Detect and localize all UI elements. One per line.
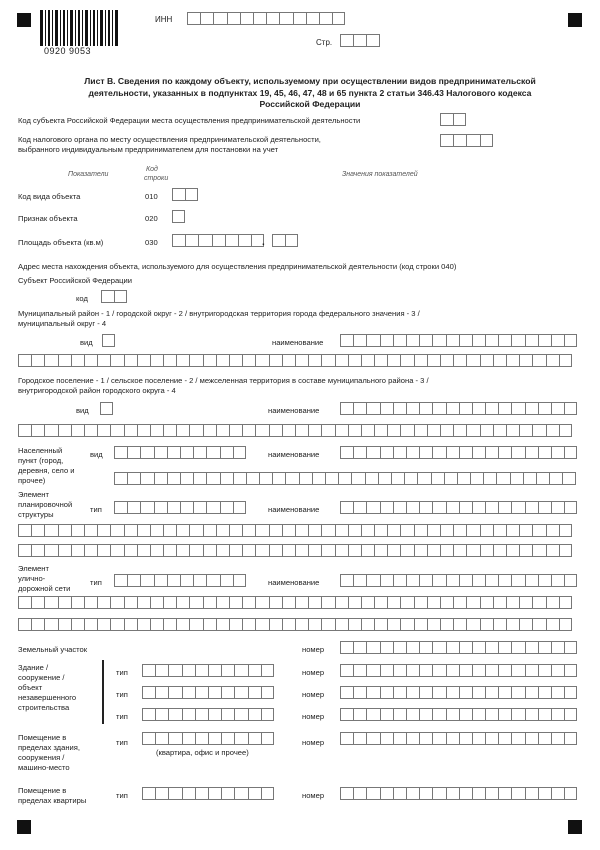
municipal-kind-cells[interactable] — [102, 334, 115, 347]
building-label-line4: незавершенного — [18, 693, 77, 702]
apartment-type-cells[interactable] — [142, 787, 274, 800]
street-name-cells-3[interactable] — [18, 618, 572, 631]
building-type-label-2: тип — [116, 690, 128, 699]
object-sign-cells[interactable] — [172, 210, 185, 223]
page-number-cells[interactable] — [340, 34, 380, 47]
premises-number-label: номер — [302, 738, 325, 747]
corner-marker-top-left — [17, 13, 31, 27]
object-area-fraction-cells[interactable] — [272, 234, 298, 247]
planning-label-line2: планировочной — [18, 500, 73, 509]
column-header-row-code-1: Код — [146, 166, 158, 173]
building-type-cells-3[interactable] — [142, 708, 274, 721]
tax-authority-label-line1: Код налогового органа по месту осуществления предпринимательской деятельности, — [18, 135, 321, 144]
street-type-cells[interactable] — [114, 574, 246, 587]
street-name-label: наименование — [268, 578, 320, 587]
page-label: Стр. — [316, 38, 333, 47]
planning-name-label: наименование — [268, 505, 320, 514]
locality-label-line3: деревня, село и — [18, 466, 75, 475]
locality-name-cells-1[interactable] — [340, 446, 577, 459]
street-label-line3: дорожной сети — [18, 584, 71, 593]
region-code-cells[interactable] — [440, 113, 466, 126]
apartment-number-label: номер — [302, 791, 325, 800]
planning-name-cells-1[interactable] — [340, 501, 577, 514]
building-label-line5: строительства — [18, 703, 70, 712]
apartment-number-cells[interactable] — [340, 787, 577, 800]
subject-label: Субъект Российской Федерации — [18, 276, 133, 285]
municipal-heading-line1: Муниципальный район - 1 / городской округ - 2 / внутригородская территория города федерального значения - 3 / — [18, 309, 420, 318]
premises-label-line2: пределах здания, — [18, 743, 80, 752]
object-area-decimal-point: . — [262, 237, 265, 248]
object-sign-code: 020 — [145, 214, 158, 223]
premises-label-line4: машино-место — [18, 763, 70, 772]
building-number-label-3: номер — [302, 712, 325, 721]
settlement-name-cells-1[interactable] — [340, 402, 577, 415]
sheet-title-line2: деятельности, указанных в подпунктах 19, 45, 46, 47, 48 и 65 пункта 2 статьи 346.43 Налогового кодекса — [88, 88, 532, 98]
corner-marker-bottom-left — [17, 820, 31, 834]
building-number-cells-1[interactable] — [340, 664, 577, 677]
municipal-name-cells-1[interactable] — [340, 334, 577, 347]
building-number-cells-3[interactable] — [340, 708, 577, 721]
object-type-code: 010 — [145, 192, 158, 201]
locality-label-line1: Населенный — [18, 446, 63, 455]
corner-marker-top-right — [568, 13, 582, 27]
barcode — [40, 10, 120, 46]
settlement-kind-label: вид — [76, 406, 89, 415]
municipal-name-cells-2[interactable] — [18, 354, 572, 367]
municipal-heading-line2: муниципальный округ - 4 — [18, 319, 107, 328]
locality-name-cells-2[interactable] — [114, 472, 576, 485]
planning-name-cells-2[interactable] — [18, 524, 572, 537]
tax-authority-label-line2: выбранного индивидуальным предпринимателем для постановки на учет — [18, 145, 279, 154]
premises-number-cells[interactable] — [340, 732, 577, 745]
street-label-line1: Элемент — [18, 564, 49, 573]
column-header-values: Значения показателей — [342, 171, 418, 178]
building-number-label-1: номер — [302, 668, 325, 677]
building-label-line1: Здание / — [18, 663, 49, 672]
settlement-heading-line1: Городское поселение - 1 / сельское поселение - 2 / межселенная территория в составе муниципального района - 3 / — [18, 376, 429, 385]
building-type-label-1: тип — [116, 668, 128, 677]
settlement-kind-cells[interactable] — [100, 402, 113, 415]
planning-type-cells[interactable] — [114, 501, 246, 514]
locality-label-line4: прочее) — [18, 476, 46, 485]
object-area-integer-cells[interactable] — [172, 234, 264, 247]
object-area-label: Площадь объекта (кв.м) — [18, 238, 104, 247]
settlement-name-label: наименование — [268, 406, 320, 415]
object-area-code: 030 — [145, 238, 158, 247]
municipal-kind-label: вид — [80, 338, 93, 347]
building-type-cells-2[interactable] — [142, 686, 274, 699]
building-type-cells-1[interactable] — [142, 664, 274, 677]
subject-code-cells[interactable] — [101, 290, 127, 303]
land-plot-number-cells[interactable] — [340, 641, 577, 654]
apartment-label-line2: пределах квартиры — [18, 796, 87, 805]
building-number-cells-2[interactable] — [340, 686, 577, 699]
planning-label-line3: структуры — [18, 510, 54, 519]
street-name-cells-2[interactable] — [18, 596, 572, 609]
planning-label-line1: Элемент — [18, 490, 49, 499]
subject-code-label: код — [76, 294, 88, 303]
premises-label-line3: сооружения / — [18, 753, 65, 762]
premises-hint: (квартира, офис и прочее) — [156, 748, 249, 757]
barcode-number: 0920 9053 — [44, 46, 92, 56]
inn-cells[interactable] — [187, 12, 345, 25]
planning-type-label: тип — [90, 505, 102, 514]
locality-name-label: наименование — [268, 450, 320, 459]
settlement-name-cells-2[interactable] — [18, 424, 572, 437]
tax-authority-code-cells[interactable] — [440, 134, 493, 147]
object-sign-label: Признак объекта — [18, 214, 78, 223]
building-label-line3: объект — [18, 683, 43, 692]
inn-label: ИНН — [155, 15, 173, 24]
sheet-title-line3: Российской Федерации — [259, 99, 361, 109]
region-code-label: Код субъекта Российской Федерации места осуществления предпринимательской деятельности — [18, 116, 361, 125]
sheet-title-line1: Лист В. Сведения по каждому объекту, используемому при осуществлении видов предпринимательской — [84, 76, 536, 86]
building-bracket-line — [102, 660, 104, 724]
address-heading: Адрес места нахождения объекта, используемого для осуществления предпринимательской деятельности (код строки 040) — [18, 262, 457, 271]
street-type-label: тип — [90, 578, 102, 587]
land-plot-label: Земельный участок — [18, 645, 88, 654]
building-type-label-3: тип — [116, 712, 128, 721]
premises-type-cells[interactable] — [142, 732, 274, 745]
locality-kind-label: вид — [90, 450, 103, 459]
locality-kind-cells[interactable] — [114, 446, 246, 459]
apartment-type-label: тип — [116, 791, 128, 800]
street-name-cells-1[interactable] — [340, 574, 577, 587]
settlement-heading-line2: внутригородской район городского округа - 4 — [18, 386, 176, 395]
column-header-indicators: Показатели — [68, 171, 109, 178]
object-type-label: Код вида объекта — [18, 192, 81, 201]
premises-type-label: тип — [116, 738, 128, 747]
object-type-cells[interactable] — [172, 188, 198, 201]
building-number-label-2: номер — [302, 690, 325, 699]
premises-label-line1: Помещение в — [18, 733, 67, 742]
column-header-row-code-2: строки — [144, 175, 169, 182]
corner-marker-bottom-right — [568, 820, 582, 834]
apartment-label-line1: Помещение в — [18, 786, 67, 795]
street-label-line2: улично- — [18, 574, 46, 583]
municipal-name-label: наименование — [272, 338, 324, 347]
building-label-line2: сооружение / — [18, 673, 65, 682]
locality-label-line2: пункт (город, — [18, 456, 64, 465]
planning-name-cells-3[interactable] — [18, 544, 572, 557]
land-plot-number-label: номер — [302, 645, 325, 654]
